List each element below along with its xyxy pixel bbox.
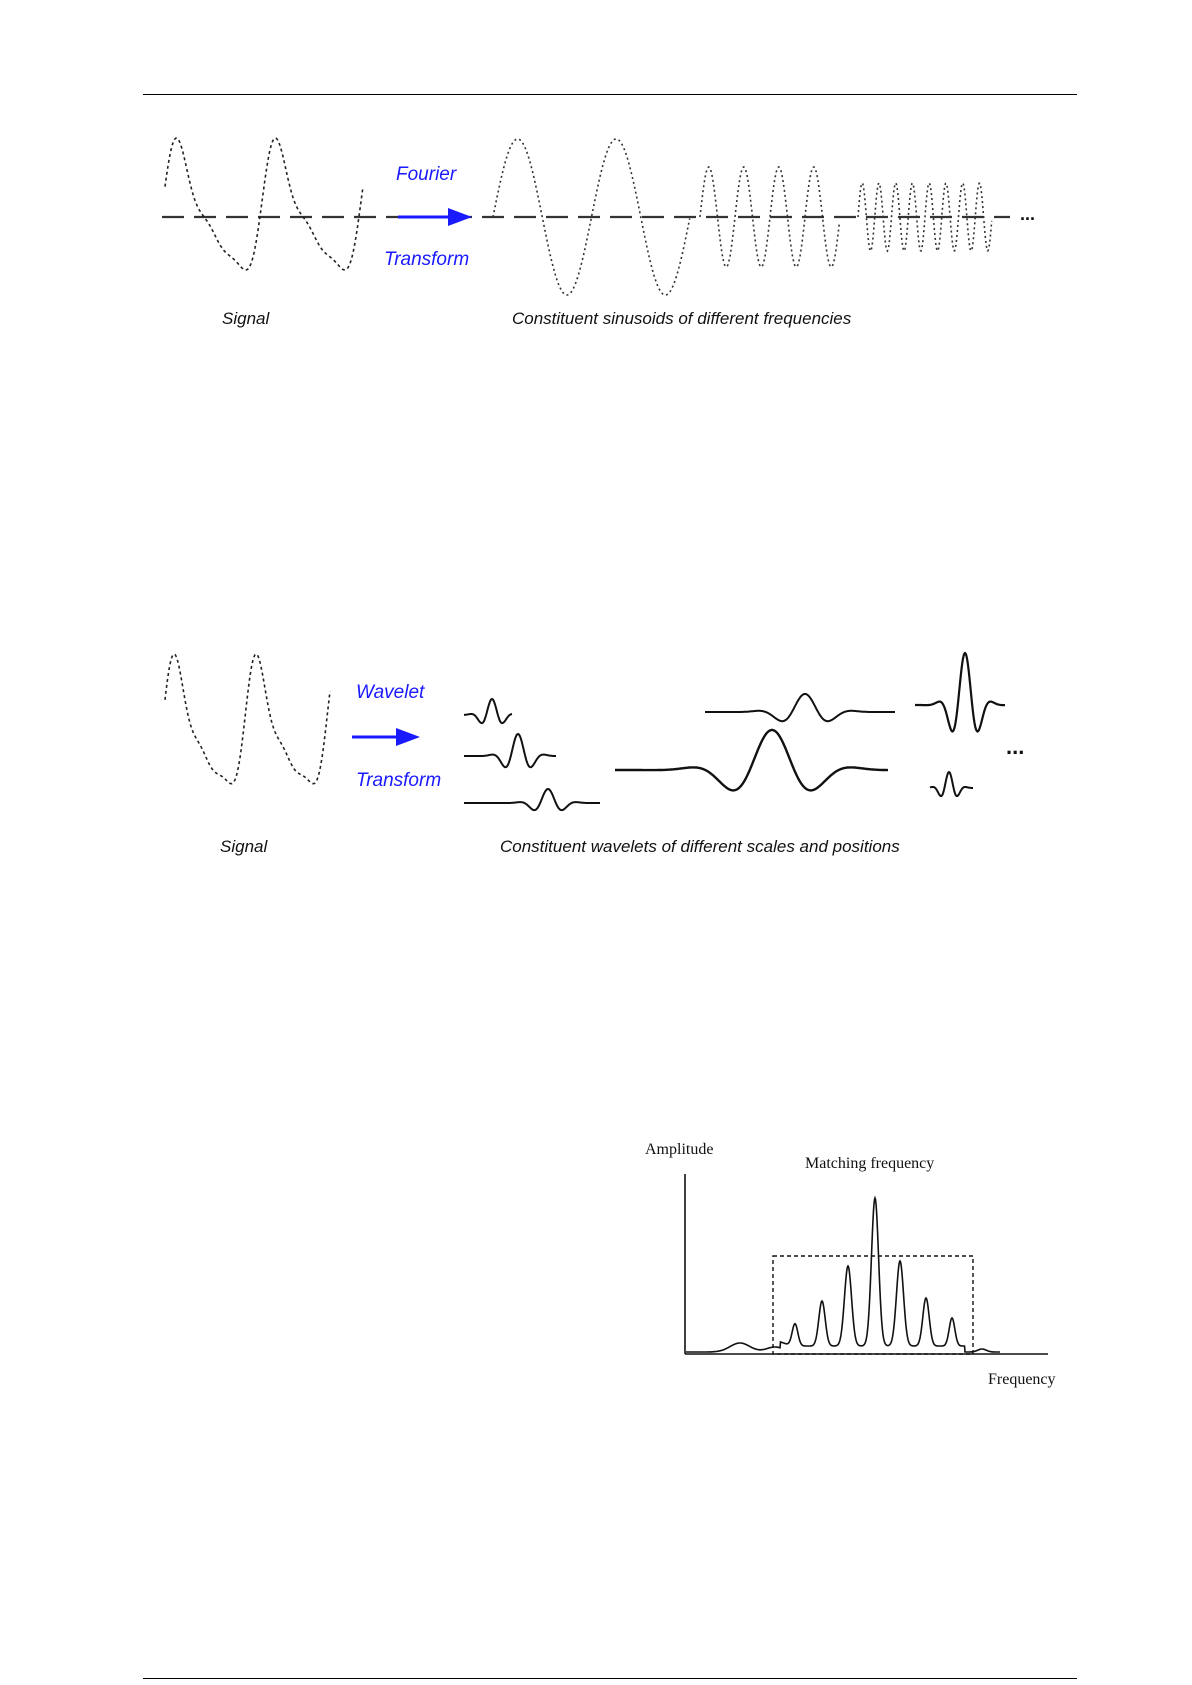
wavelet-small-scale-2	[464, 734, 556, 767]
wavelet-small-scale-3	[464, 789, 600, 810]
wavelet-ellipsis: ...	[1006, 734, 1025, 759]
fourier-arrow-head	[448, 208, 472, 226]
fourier-signal-label: Signal	[222, 309, 270, 328]
wavelet-arrow-top-label: Wavelet	[356, 682, 425, 703]
fourier-components-label: Constituent sinusoids of different frequencies	[512, 309, 852, 328]
fourier-signal-wave	[165, 138, 363, 270]
spectrum-curve	[686, 1198, 1000, 1352]
wavelet-signal-wave	[165, 654, 330, 784]
wavelet-medium-scale	[705, 694, 895, 721]
spectrum-figure	[0, 1140, 1192, 1400]
footer-rule	[143, 1678, 1077, 1679]
spectrum-annotation: Matching frequency	[805, 1155, 935, 1172]
fourier-arrow-top-label: Fourier	[396, 164, 457, 185]
fourier-ellipsis: ...	[1020, 204, 1036, 224]
wavelet-arrow-bottom-label: Transform	[356, 770, 442, 791]
wavelet-small-scale-1	[464, 699, 512, 723]
wavelet-short-narrow	[930, 772, 973, 796]
wavelet-components-label: Constituent wavelets of different scales and positions	[500, 837, 900, 856]
fourier-arrow-bottom-label: Transform	[384, 249, 470, 270]
spectrum-y-label: Amplitude	[645, 1141, 714, 1158]
wavelet-arrow-head	[396, 728, 420, 746]
wavelet-signal-label: Signal	[220, 837, 268, 856]
matching-window-box	[773, 1256, 973, 1354]
fourier-figure	[0, 0, 1192, 360]
wavelet-figure	[0, 620, 1192, 860]
wavelet-tall-narrow	[915, 653, 1005, 732]
wavelet-large-scale	[615, 730, 888, 790]
spectrum-x-label: Frequency	[988, 1371, 1056, 1388]
